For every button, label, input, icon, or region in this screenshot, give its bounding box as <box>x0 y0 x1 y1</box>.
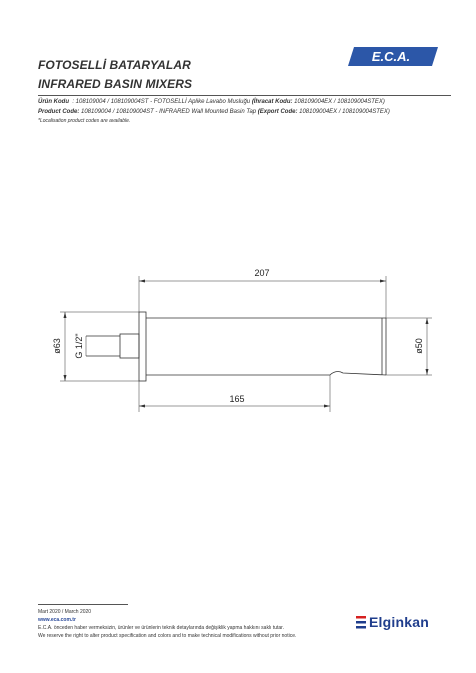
localisation-note: *Localisation product codes are available. <box>38 118 131 124</box>
dim-label-thread: G 1/2" <box>74 333 84 359</box>
footer-website[interactable]: www.eca.com.tr <box>38 617 76 623</box>
brand-name: Elginkan <box>369 614 429 630</box>
footer-notice-en: We reserve the right to alter product specification and colors and to make technical modifications without prior notice. <box>38 633 297 639</box>
product-code-en: Product Code: 108109004 / 108109004ST - INFRARED Wall Mounted Basin Tap (Export Code: 108109004EX / 108109004STEX) <box>38 109 390 115</box>
footer-divider <box>38 604 128 605</box>
thread-connector <box>120 334 139 358</box>
sensor-outline <box>330 372 386 375</box>
footer-notice-tr: E.C.A. önceden haber vermeksizin, ürünler ve ürünlerin teknik detaylarında değişiklik yapma hakkını saklı tutar. <box>38 625 284 631</box>
page-title-en: INFRARED BASIN MIXERS <box>38 77 193 91</box>
elginkan-mark-icon <box>356 616 366 629</box>
footer-date: Mart 2020 / March 2020 <box>38 609 92 615</box>
dim-label-body: ø50 <box>414 338 424 354</box>
dim-label-flange: ø63 <box>52 338 62 354</box>
eca-logo-text: E.C.A. <box>371 49 411 64</box>
page-title-tr: FOTOSELLİ BATARYALAR <box>38 58 191 72</box>
elginkan-logo <box>356 614 429 630</box>
product-code-tr: Ürün Kodu : 108109004 / 108109004ST - FOTOSELLİ Aplike Lavabo Musluğu (İhracat Kodu: 108109004EX / 108109004STEX) <box>38 99 385 105</box>
flange-outline <box>139 312 146 381</box>
dim-label-length: 207 <box>254 268 270 278</box>
dim-label-offset: 165 <box>229 394 245 404</box>
